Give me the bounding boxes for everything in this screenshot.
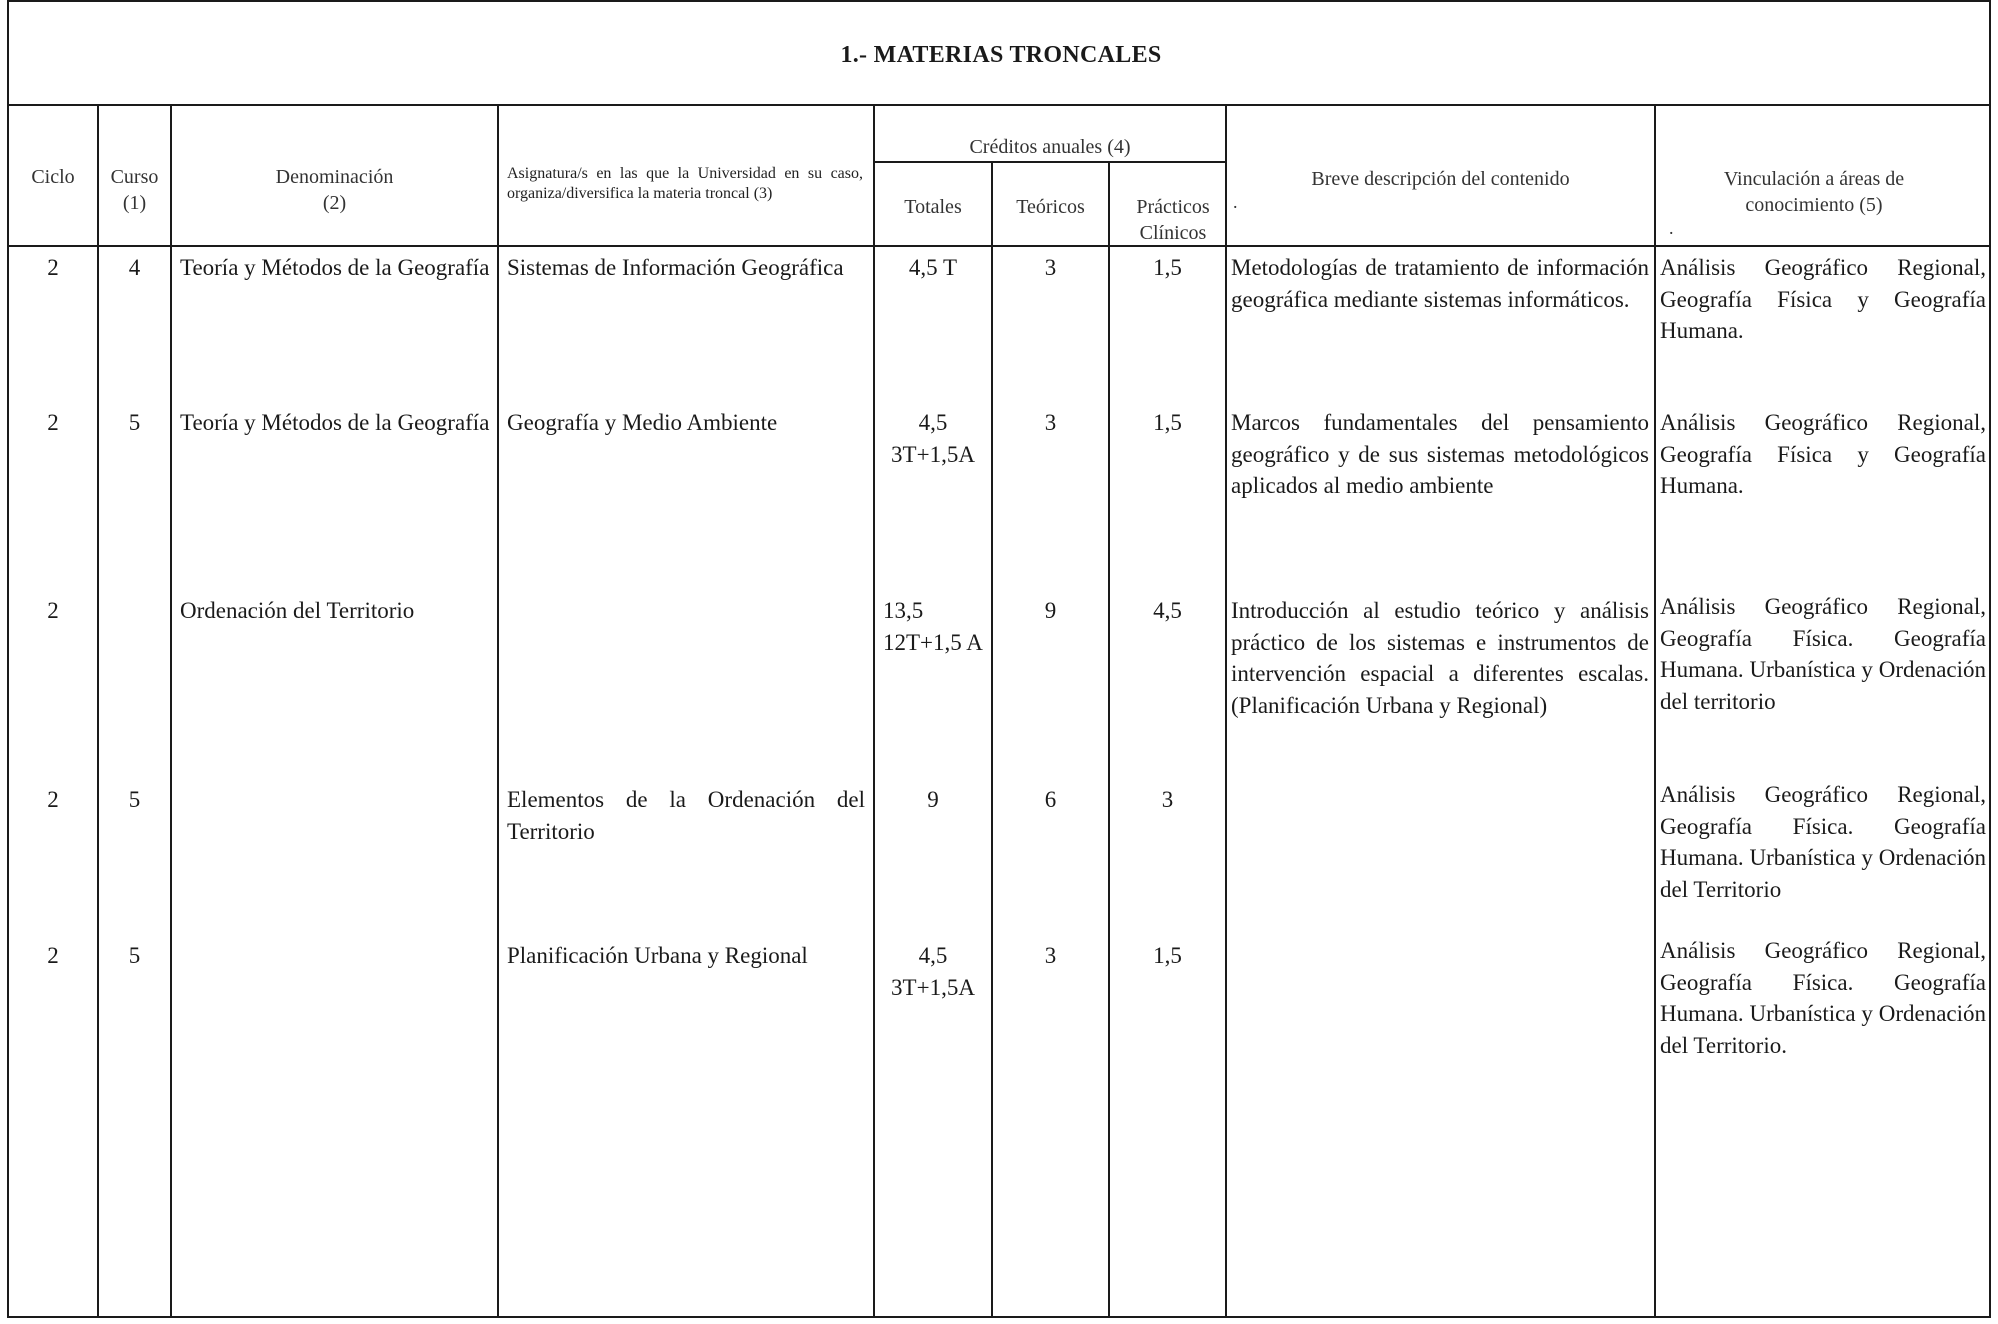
- row2-ciclo: 2: [47, 410, 59, 435]
- row1-curso: 4: [128, 255, 141, 280]
- row4-asignatura: Elementos de la Ordenación del Territorio: [507, 787, 865, 844]
- row5-ciclo: 2: [47, 943, 59, 968]
- document-table: [7, 0, 1991, 1318]
- header-dot-vinculacion: .: [1669, 218, 1674, 238]
- row3-teoricos: 9: [1044, 598, 1057, 623]
- header-ciclo: Ciclo: [31, 166, 75, 188]
- header-asignatura: Asignatura/s en las que la Universidad en su caso, organiza/diversifica la materia troncal (3): [507, 165, 863, 202]
- header-descripcion: Breve descripción del contenido: [1311, 168, 1570, 190]
- row4-practicos: 3: [1161, 787, 1174, 812]
- row4-ciclo: 2: [47, 787, 59, 812]
- row3-practicos: 4,5: [1153, 598, 1182, 623]
- header-practicos: Prácticos Clínicos: [1136, 196, 1210, 244]
- title-divider: [9, 104, 1991, 106]
- row3-vinculacion: Análisis Geográfico Regional, Geografía Física. Geografía Humana. Urbanística y Ordenación del territorio: [1660, 594, 1986, 714]
- row2-totales: 4,5 3T+1,5A: [891, 410, 975, 467]
- row1-vinculacion: Análisis Geográfico Regional, Geografía Física y Geografía Humana.: [1660, 255, 1986, 343]
- row1-descripcion: Metodologías de tratamiento de información geográfica mediante sistemas informáticos.: [1231, 255, 1649, 312]
- row5-practicos: 1,5: [1153, 943, 1182, 968]
- header-totales: Totales: [904, 196, 962, 218]
- col-divider-asignatura: [873, 104, 875, 1318]
- credits-subheader-divider: [873, 161, 1225, 163]
- row3-denominacion: Ordenación del Territorio: [180, 598, 415, 623]
- row1-asignatura: Sistemas de Información Geográfica: [507, 255, 844, 280]
- header-denominacion-label: Denominación: [275, 166, 394, 188]
- header-curso: [99, 164, 170, 216]
- row1-totales: 4,5 T: [908, 255, 958, 280]
- row2-descripcion: Marcos fundamentales del pensamiento geográfico y de sus sistemas metodológicos aplicados al medio ambiente: [1231, 410, 1649, 498]
- row5-teoricos: 3: [1044, 943, 1057, 968]
- row5-vinculacion: Análisis Geográfico Regional, Geografía Física. Geografía Humana. Urbanística y Ordenación del Territorio.: [1660, 938, 1986, 1058]
- col-divider-totales: [991, 161, 993, 1318]
- col-divider-practicos: [1225, 104, 1227, 1318]
- row2-teoricos: 3: [1044, 410, 1057, 435]
- col-divider-curso: [170, 104, 172, 1318]
- row5-asignatura: Planificación Urbana y Regional: [507, 943, 808, 968]
- row4-totales: 9: [927, 787, 939, 812]
- row3-descripcion: Introducción al estudio teórico y análisis práctico de los sistemas e instrumentos de intervención espacial a diferentes escalas. (Planificación Urbana y Regional): [1231, 598, 1649, 718]
- row4-teoricos: 6: [1044, 787, 1057, 812]
- row3-totales: 13,5 12T+1,5 A: [883, 598, 983, 655]
- row2-asignatura: Geografía y Medio Ambiente: [507, 410, 778, 435]
- header-creditos: Créditos anuales (4): [969, 136, 1131, 158]
- col-divider-descripcion: [1654, 104, 1656, 1318]
- header-denominacion: [172, 164, 497, 216]
- header-denominacion-note: (2): [322, 192, 347, 214]
- row1-practicos: 1,5: [1153, 255, 1182, 280]
- row2-denominacion: Teoría y Métodos de la Geografía: [180, 410, 490, 435]
- header-teoricos: Teóricos: [1016, 196, 1085, 218]
- col-divider-denominacion: [497, 104, 499, 1318]
- page-title: 1.- MATERIAS TRONCALES: [840, 42, 1162, 68]
- header-curso-label: Curso: [110, 166, 159, 188]
- row4-vinculacion: Análisis Geográfico Regional, Geografía Física. Geografía Humana. Urbanística y Ordenación del Territorio: [1660, 782, 1986, 902]
- col-divider-ciclo: [97, 104, 99, 1318]
- row2-curso: 5: [128, 410, 141, 435]
- row5-totales: 4,5 3T+1,5A: [891, 943, 975, 1000]
- col-divider-teoricos: [1108, 161, 1110, 1318]
- row2-vinculacion: Análisis Geográfico Regional, Geografía Física y Geografía Humana.: [1660, 410, 1986, 498]
- row1-denominacion: Teoría y Métodos de la Geografía: [180, 255, 490, 280]
- row4-curso: 5: [128, 787, 141, 812]
- row5-curso: 5: [128, 943, 141, 968]
- row3-ciclo: 2: [47, 598, 59, 623]
- header-divider: [9, 245, 1991, 247]
- row2-practicos: 1,5: [1153, 410, 1182, 435]
- header-vinculacion: Vinculación a áreas de conocimiento (5): [1723, 168, 1905, 216]
- header-curso-note: (1): [122, 192, 147, 214]
- header-dot-descripcion: .: [1233, 192, 1238, 212]
- row1-ciclo: 2: [47, 255, 59, 280]
- row1-teoricos: 3: [1044, 255, 1057, 280]
